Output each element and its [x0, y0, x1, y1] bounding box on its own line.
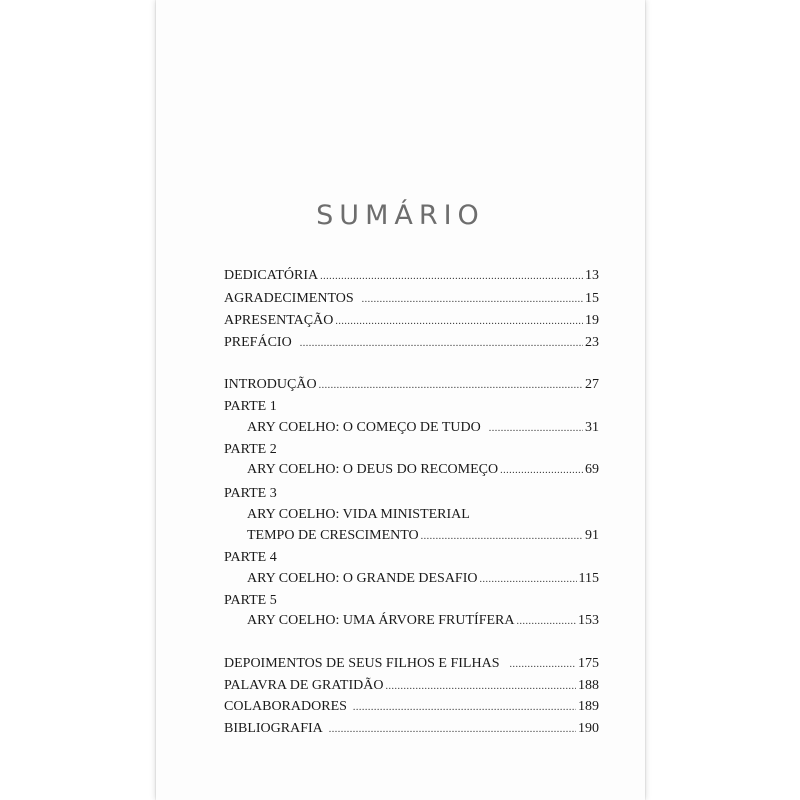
toc-entry-prefacio — [224, 334, 599, 353]
toc-entry-label: INTRODUÇÃO — [224, 377, 317, 392]
part-heading: PARTE 5 — [224, 593, 277, 608]
dot-leader — [362, 291, 583, 309]
dot-leader — [320, 268, 583, 286]
toc-entry-page: 69 — [585, 462, 599, 477]
toc-entry-chapter — [247, 461, 599, 480]
toc-entry-label: AGRADECIMENTOS — [224, 291, 354, 306]
book-page — [156, 0, 645, 800]
toc-entry-agradecimentos — [224, 290, 599, 309]
part-heading: PARTE 4 — [224, 550, 277, 565]
toc-entry-page: 13 — [585, 268, 599, 283]
page-title: SUMÁRIO — [316, 200, 485, 231]
toc-entry-label: ARY COELHO: O GRANDE DESAFIO — [247, 571, 478, 586]
toc-entry-page: 15 — [585, 291, 599, 306]
toc-entry-label: APRESENTAÇÃO — [224, 313, 334, 328]
toc-entry-page: 189 — [578, 699, 599, 714]
toc-entry-introducao — [224, 376, 599, 395]
toc-entry-label: PALAVRA DE GRATIDÃO — [224, 678, 384, 693]
toc-entry-apresentacao — [224, 312, 599, 331]
dot-leader — [300, 335, 583, 353]
toc-entry-chapter — [247, 570, 599, 589]
dot-leader — [329, 721, 576, 739]
dot-leader — [353, 699, 576, 717]
toc-entry-label: COLABORADORES — [224, 699, 347, 714]
toc-entry-bibliografia — [224, 720, 599, 739]
toc-entry-label: DEPOIMENTOS DE SEUS FILHOS E FILHAS — [224, 656, 500, 671]
toc-entry-page: 23 — [585, 335, 599, 350]
toc-entry-label: ARY COELHO: O COMEÇO DE TUDO — [247, 420, 481, 435]
toc-entry-page: 190 — [578, 721, 599, 736]
dot-leader — [489, 420, 583, 438]
toc-entry-label: DEDICATÓRIA — [224, 268, 319, 283]
toc-entry-page: 19 — [585, 313, 599, 328]
dot-leader — [517, 613, 577, 631]
table-of-contents — [156, 0, 645, 800]
part-heading: PARTE 1 — [224, 399, 277, 414]
toc-entry-label: PREFÁCIO — [224, 335, 292, 350]
dot-leader — [480, 571, 577, 589]
part-heading: PARTE 3 — [224, 486, 277, 501]
toc-entry-depoimentos — [224, 655, 599, 674]
toc-entry-label: ARY COELHO: UMA ÁRVORE FRUTÍFERA — [247, 613, 515, 628]
toc-entry-chapter — [247, 419, 599, 438]
toc-entry-page: 188 — [578, 678, 599, 693]
dot-leader — [500, 462, 583, 480]
toc-entry-chapter — [247, 527, 599, 546]
toc-entry-page: 115 — [578, 571, 599, 586]
toc-entry-label: TEMPO DE CRESCIMENTO — [247, 528, 419, 543]
toc-entry-label: ARY COELHO: O DEUS DO RECOMEÇO — [247, 462, 499, 477]
dot-leader — [421, 528, 583, 546]
chapter-title-line: ARY COELHO: VIDA MINISTERIAL — [247, 507, 470, 522]
dot-leader — [385, 678, 576, 696]
part-heading: PARTE 2 — [224, 442, 277, 457]
toc-entry-colaboradores — [224, 698, 599, 717]
toc-entry-chapter — [247, 612, 599, 631]
dot-leader — [335, 313, 583, 331]
toc-entry-page: 175 — [578, 656, 599, 671]
toc-entry-page: 27 — [585, 377, 599, 392]
toc-entry-palavra-de-gratidao — [224, 677, 599, 696]
dot-leader — [319, 377, 583, 395]
toc-entry-dedicatoria — [224, 267, 599, 286]
toc-entry-page: 91 — [585, 528, 599, 543]
toc-entry-page: 31 — [585, 420, 599, 435]
dot-leader — [510, 656, 577, 674]
toc-entry-page: 153 — [578, 613, 599, 628]
toc-entry-label: BIBLIOGRAFIA — [224, 721, 323, 736]
